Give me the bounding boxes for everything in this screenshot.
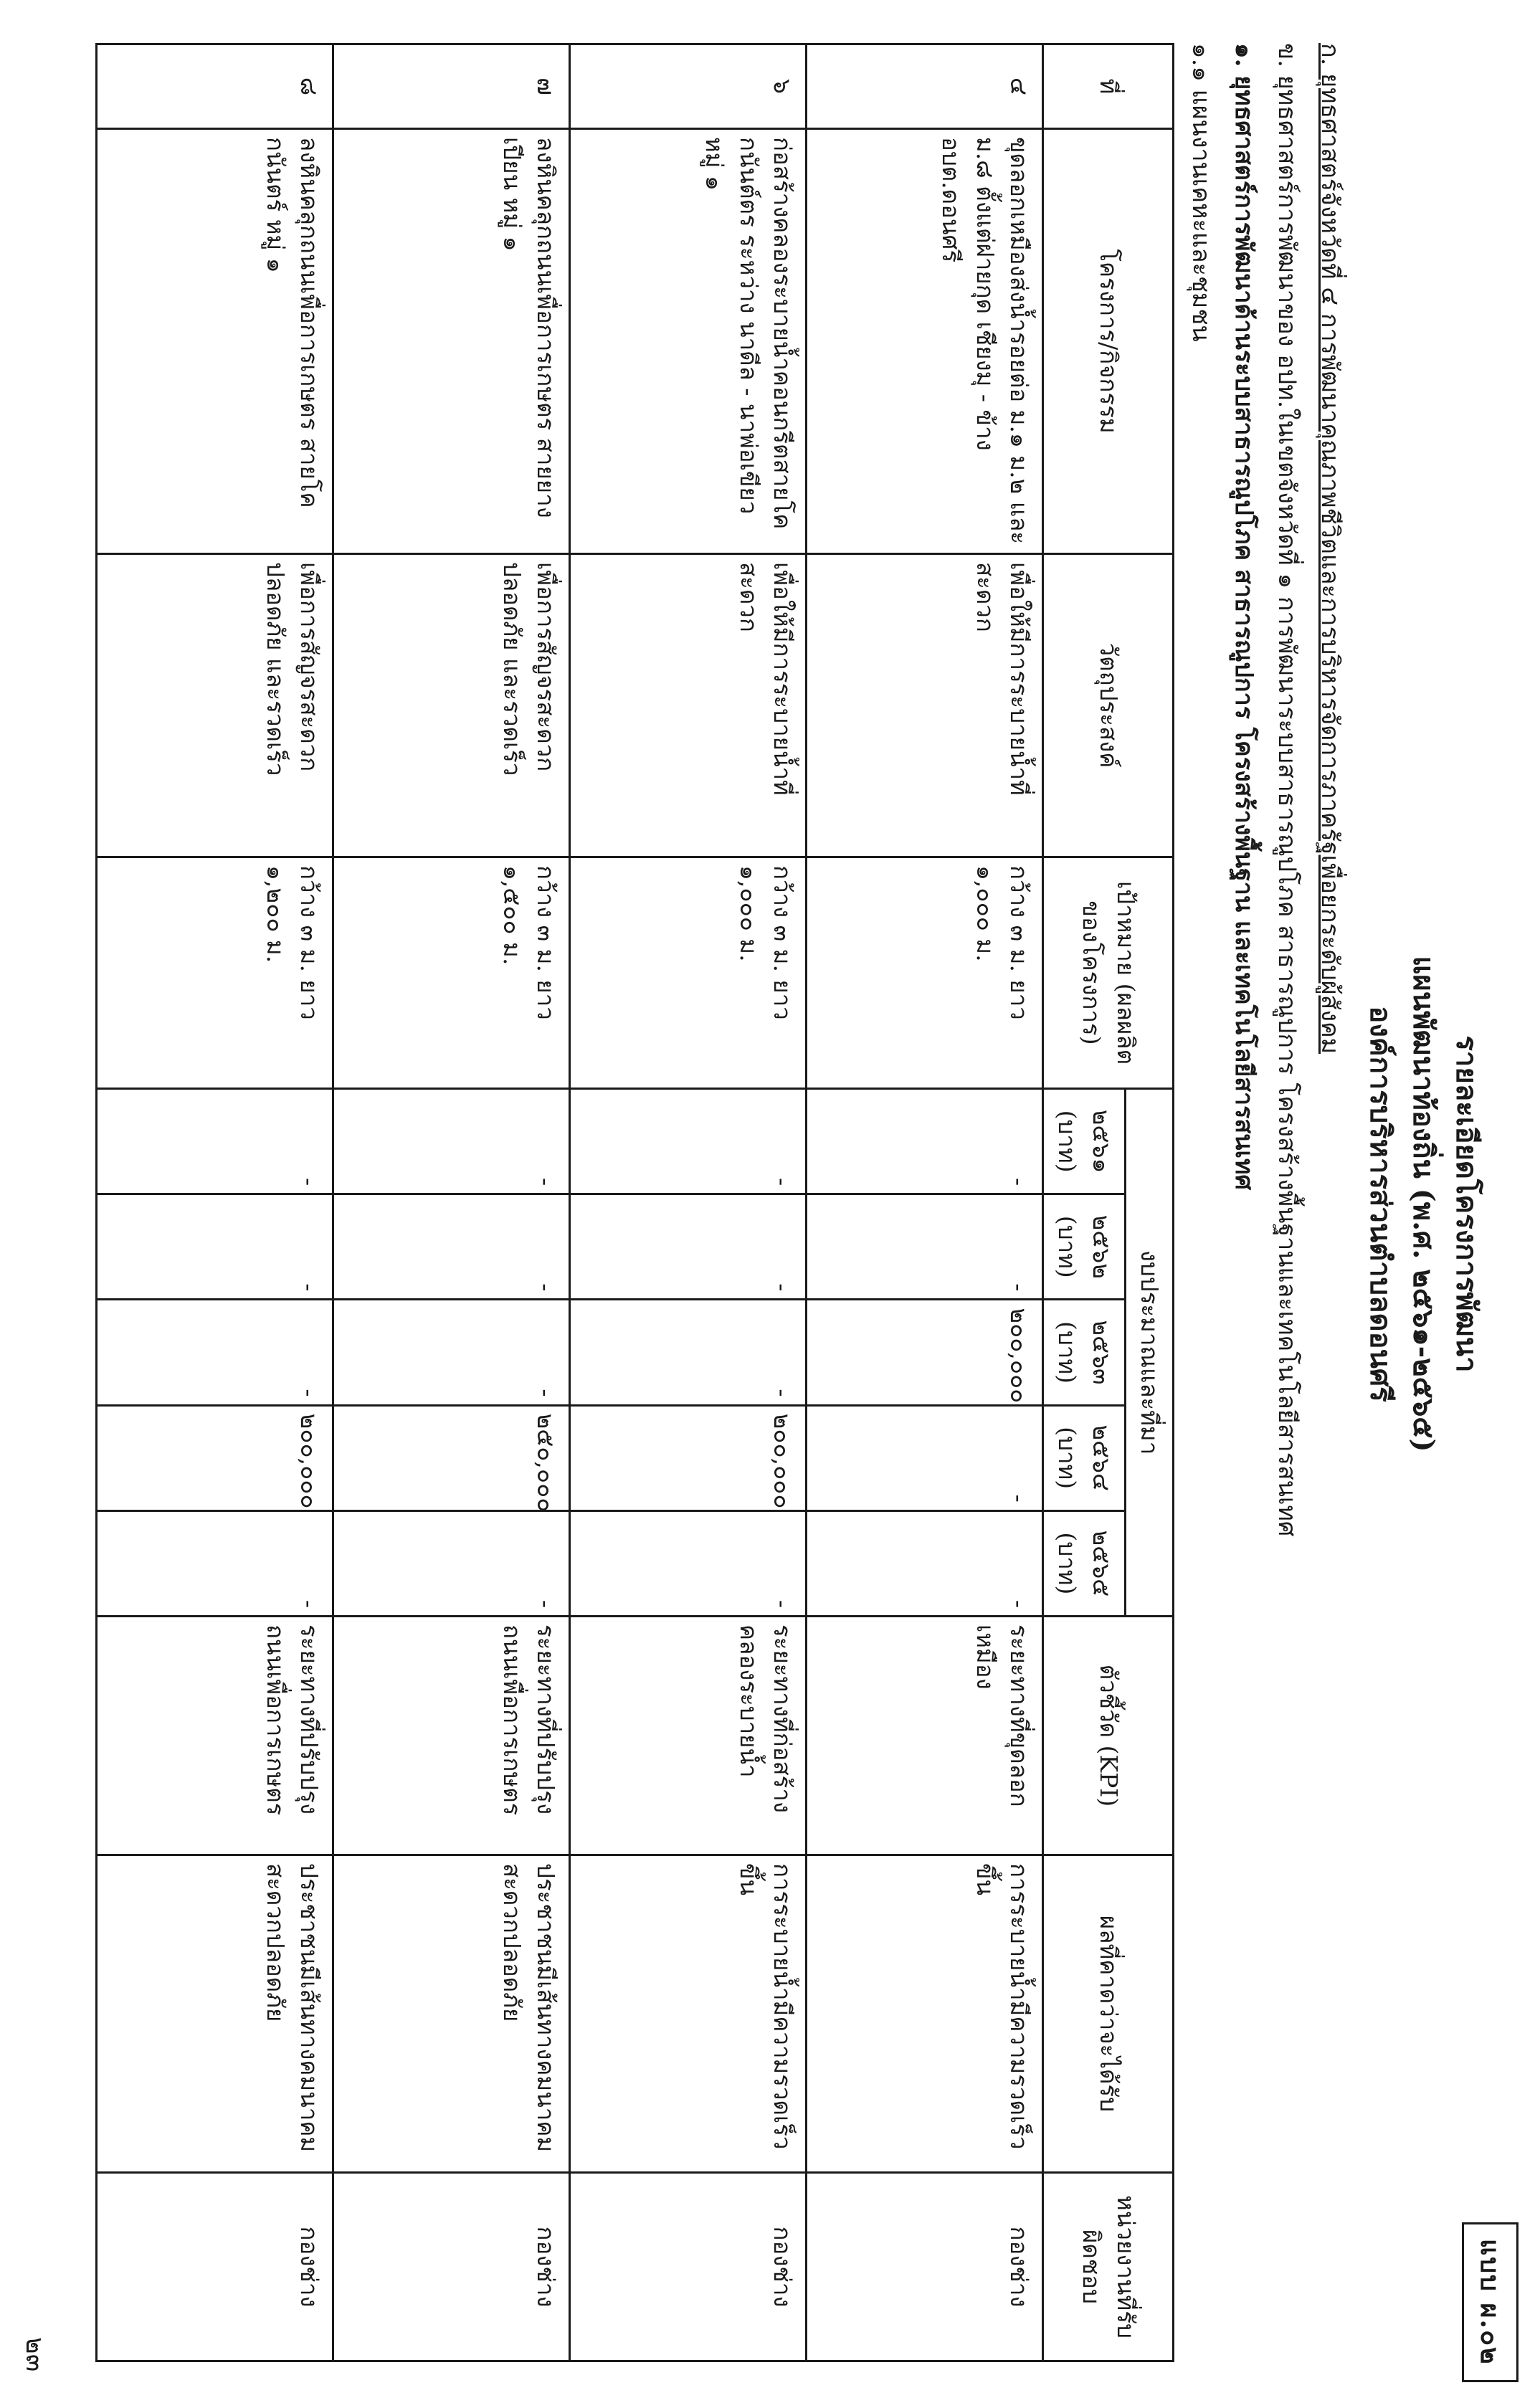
row-budget-cell: - — [570, 1510, 807, 1616]
header-budget-group: งบประมาณและที่มา — [1126, 1089, 1174, 1617]
row-objective: เพื่อให้มีการระบายน้ำที่สะดวก — [570, 554, 807, 857]
table-row — [570, 44, 807, 2361]
plan-title: แผนพัฒนาท้องถิ่น (พ.ศ. ๒๕๖๑-๒๕๖๕) — [1407, 956, 1440, 1452]
row-expected-result: ประชาชนมีเส้นทางคมนาคมสะดวกปลอดภัย — [97, 1855, 333, 2173]
header-objective: วัตถุประสงค์ — [1043, 554, 1174, 857]
row-budget-cell: - — [570, 1089, 807, 1194]
document-title: รายละเอียดโครงการพัฒนา — [1450, 1035, 1483, 1373]
table-row — [97, 44, 333, 2361]
row-budget-cell: ๒๕๐,๐๐๐ — [333, 1405, 570, 1510]
row-expected-result: ประชาชนมีเส้นทางคมนาคมสะดวกปลอดภัย — [333, 1855, 570, 2173]
row-budget-cell: ๒๐๐,๐๐๐ — [97, 1405, 333, 1510]
row-responsible-unit: กองช่าง — [570, 2173, 807, 2361]
row-budget-cell: - — [97, 1300, 333, 1405]
row-budget-cell: - — [333, 1300, 570, 1405]
row-budget-cell: - — [570, 1300, 807, 1405]
provincial-strategy: ก. ยุทธศาสตร์จังหวัดที่ ๔ การพัฒนาคุณภาพชีวิตและการบริหารจัดการภาครัฐเพื่อยกระดับผู้สังคม — [1316, 43, 1344, 1055]
project-details-table — [95, 43, 1174, 2362]
page-number: ๒๓ — [20, 2337, 49, 2372]
work-plan: ๑.๑ แผนงานเคหะและชุมชน — [1187, 43, 1215, 342]
row-budget-cell: - — [97, 1194, 333, 1300]
row-no: ๗ — [333, 44, 570, 129]
row-budget-cell: - — [807, 1405, 1043, 1510]
row-budget-cell: ๒๐๐,๐๐๐ — [570, 1405, 807, 1510]
header-target: เป้าหมาย (ผลผลิตของโครงการ) — [1043, 857, 1174, 1089]
row-no: ๔ — [807, 44, 1043, 129]
header-no: ที่ — [1043, 44, 1174, 129]
local-admin-strategy: ข. ยุทธศาสตร์การพัฒนาของ อปท.ในเขตจังหวัดที่ ๑ การพัฒนาระบบสาธารณูปโภค สาธารณูปการ โครงสร้างพื้นฐานและเทคโนโลยีสารสนเทศ — [1273, 43, 1301, 1537]
row-objective: เพื่อให้มีการระบายน้ำที่สะดวก — [807, 554, 1043, 857]
row-budget-cell: - — [97, 1089, 333, 1194]
row-target: กว้าง ๓ ม. ยาว ๑,๕๐๐ ม. — [333, 857, 570, 1089]
table-row — [807, 44, 1043, 2361]
header-budget-year: ๒๕๖๔ (บาท) — [1043, 1405, 1126, 1510]
row-expected-result: การระบายน้ำมีความรวดเร็วขึ้น — [570, 1855, 807, 2173]
row-budget-cell: - — [333, 1194, 570, 1300]
header-responsible-unit: หน่วยงานที่รับผิดชอบ — [1043, 2173, 1174, 2361]
row-kpi: ระยะทางที่ปรับปรุงถนนเพื่อการเกษตร — [333, 1617, 570, 1855]
table-header-row — [1126, 44, 1174, 2361]
header-expected-result: ผลที่คาดว่าจะได้รับ — [1043, 1855, 1174, 2173]
row-target: กว้าง ๓ ม. ยาว ๑,๒๐๐ ม. — [97, 857, 333, 1089]
form-code-tag: แบบ ผ.๐๒ — [1462, 2222, 1518, 2382]
row-kpi: ระยะทางที่ก่อสร้างคลองระบายน้ำ — [570, 1617, 807, 1855]
header-kpi: ตัวชี้วัด (KPI) — [1043, 1617, 1174, 1855]
row-project: ขุดลอกเหมืองส่งน้ำรอยต่อ ม.๑ ม.๒ และ ม.๘ ตั้งแต่ฝายกุด เชียงมุ - ข้าง อบต.ดอนศรี — [807, 129, 1043, 554]
row-budget-cell: ๒๐๐,๐๐๐ — [807, 1300, 1043, 1405]
row-responsible-unit: กองช่าง — [97, 2173, 333, 2361]
row-budget-cell: - — [570, 1194, 807, 1300]
row-budget-cell: - — [333, 1510, 570, 1616]
row-budget-cell: - — [807, 1510, 1043, 1616]
row-budget-cell: - — [807, 1089, 1043, 1194]
header-project: โครงการ/กิจกรรม — [1043, 129, 1174, 554]
row-responsible-unit: กองช่าง — [333, 2173, 570, 2361]
row-no: ๘ — [97, 44, 333, 129]
row-target: กว้าง ๓ ม. ยาว ๑,๐๐๐ ม. — [570, 857, 807, 1089]
row-target: กว้าง ๓ ม. ยาว ๑,๐๐๐ ม. — [807, 857, 1043, 1089]
row-project: ลงหินคลุกถนนเพื่อการเกษตร สายโคกนันตร์ หมู่ ๑ — [97, 129, 333, 554]
header-budget-year: ๒๕๖๑ (บาท) — [1043, 1089, 1126, 1194]
header-budget-year: ๒๕๖๒ (บาท) — [1043, 1194, 1126, 1300]
header-budget-year: ๒๕๖๕ (บาท) — [1043, 1510, 1126, 1616]
row-project: ลงหินคลุกถนนเพื่อการเกษตร สายยางเปียน หมู่ ๑ — [333, 129, 570, 554]
row-kpi: ระยะทางที่ขุดลอกเหมือง — [807, 1617, 1043, 1855]
development-strategy: ๑. ยุทธศาสตร์การพัฒนาด้านระบบสาธารณูปโภค สาธารณูปการ โครงสร้างพื้นฐาน และเทคโนโลยีสารสนเทศ — [1230, 43, 1258, 1190]
row-objective: เพื่อการสัญจรสะดวกปลอดภัย และรวดเร็ว — [333, 554, 570, 857]
row-budget-cell: - — [333, 1089, 570, 1194]
row-budget-cell: - — [807, 1194, 1043, 1300]
header-budget-year: ๒๕๖๓ (บาท) — [1043, 1300, 1126, 1405]
row-expected-result: การระบายน้ำมีความรวดเร็วขึ้น — [807, 1855, 1043, 2173]
row-objective: เพื่อการสัญจรสะดวกปลอดภัย และรวดเร็ว — [97, 554, 333, 857]
row-budget-cell: - — [97, 1510, 333, 1616]
row-responsible-unit: กองช่าง — [807, 2173, 1043, 2361]
row-project: ก่อสร้างคลองระบายน้ำคอนกรีตสายโคกนันต์ตร ระหว่าง นาดีล - นาพ่อเขียว หมู่ ๑ — [570, 129, 807, 554]
row-no: ๖ — [570, 44, 807, 129]
organization-name: องค์การบริหารส่วนตำบลดอนศรี — [1364, 1006, 1397, 1402]
row-kpi: ระยะทางที่ปรับปรุงถนนเพื่อการเกษตร — [97, 1617, 333, 1855]
table-row — [333, 44, 570, 2361]
